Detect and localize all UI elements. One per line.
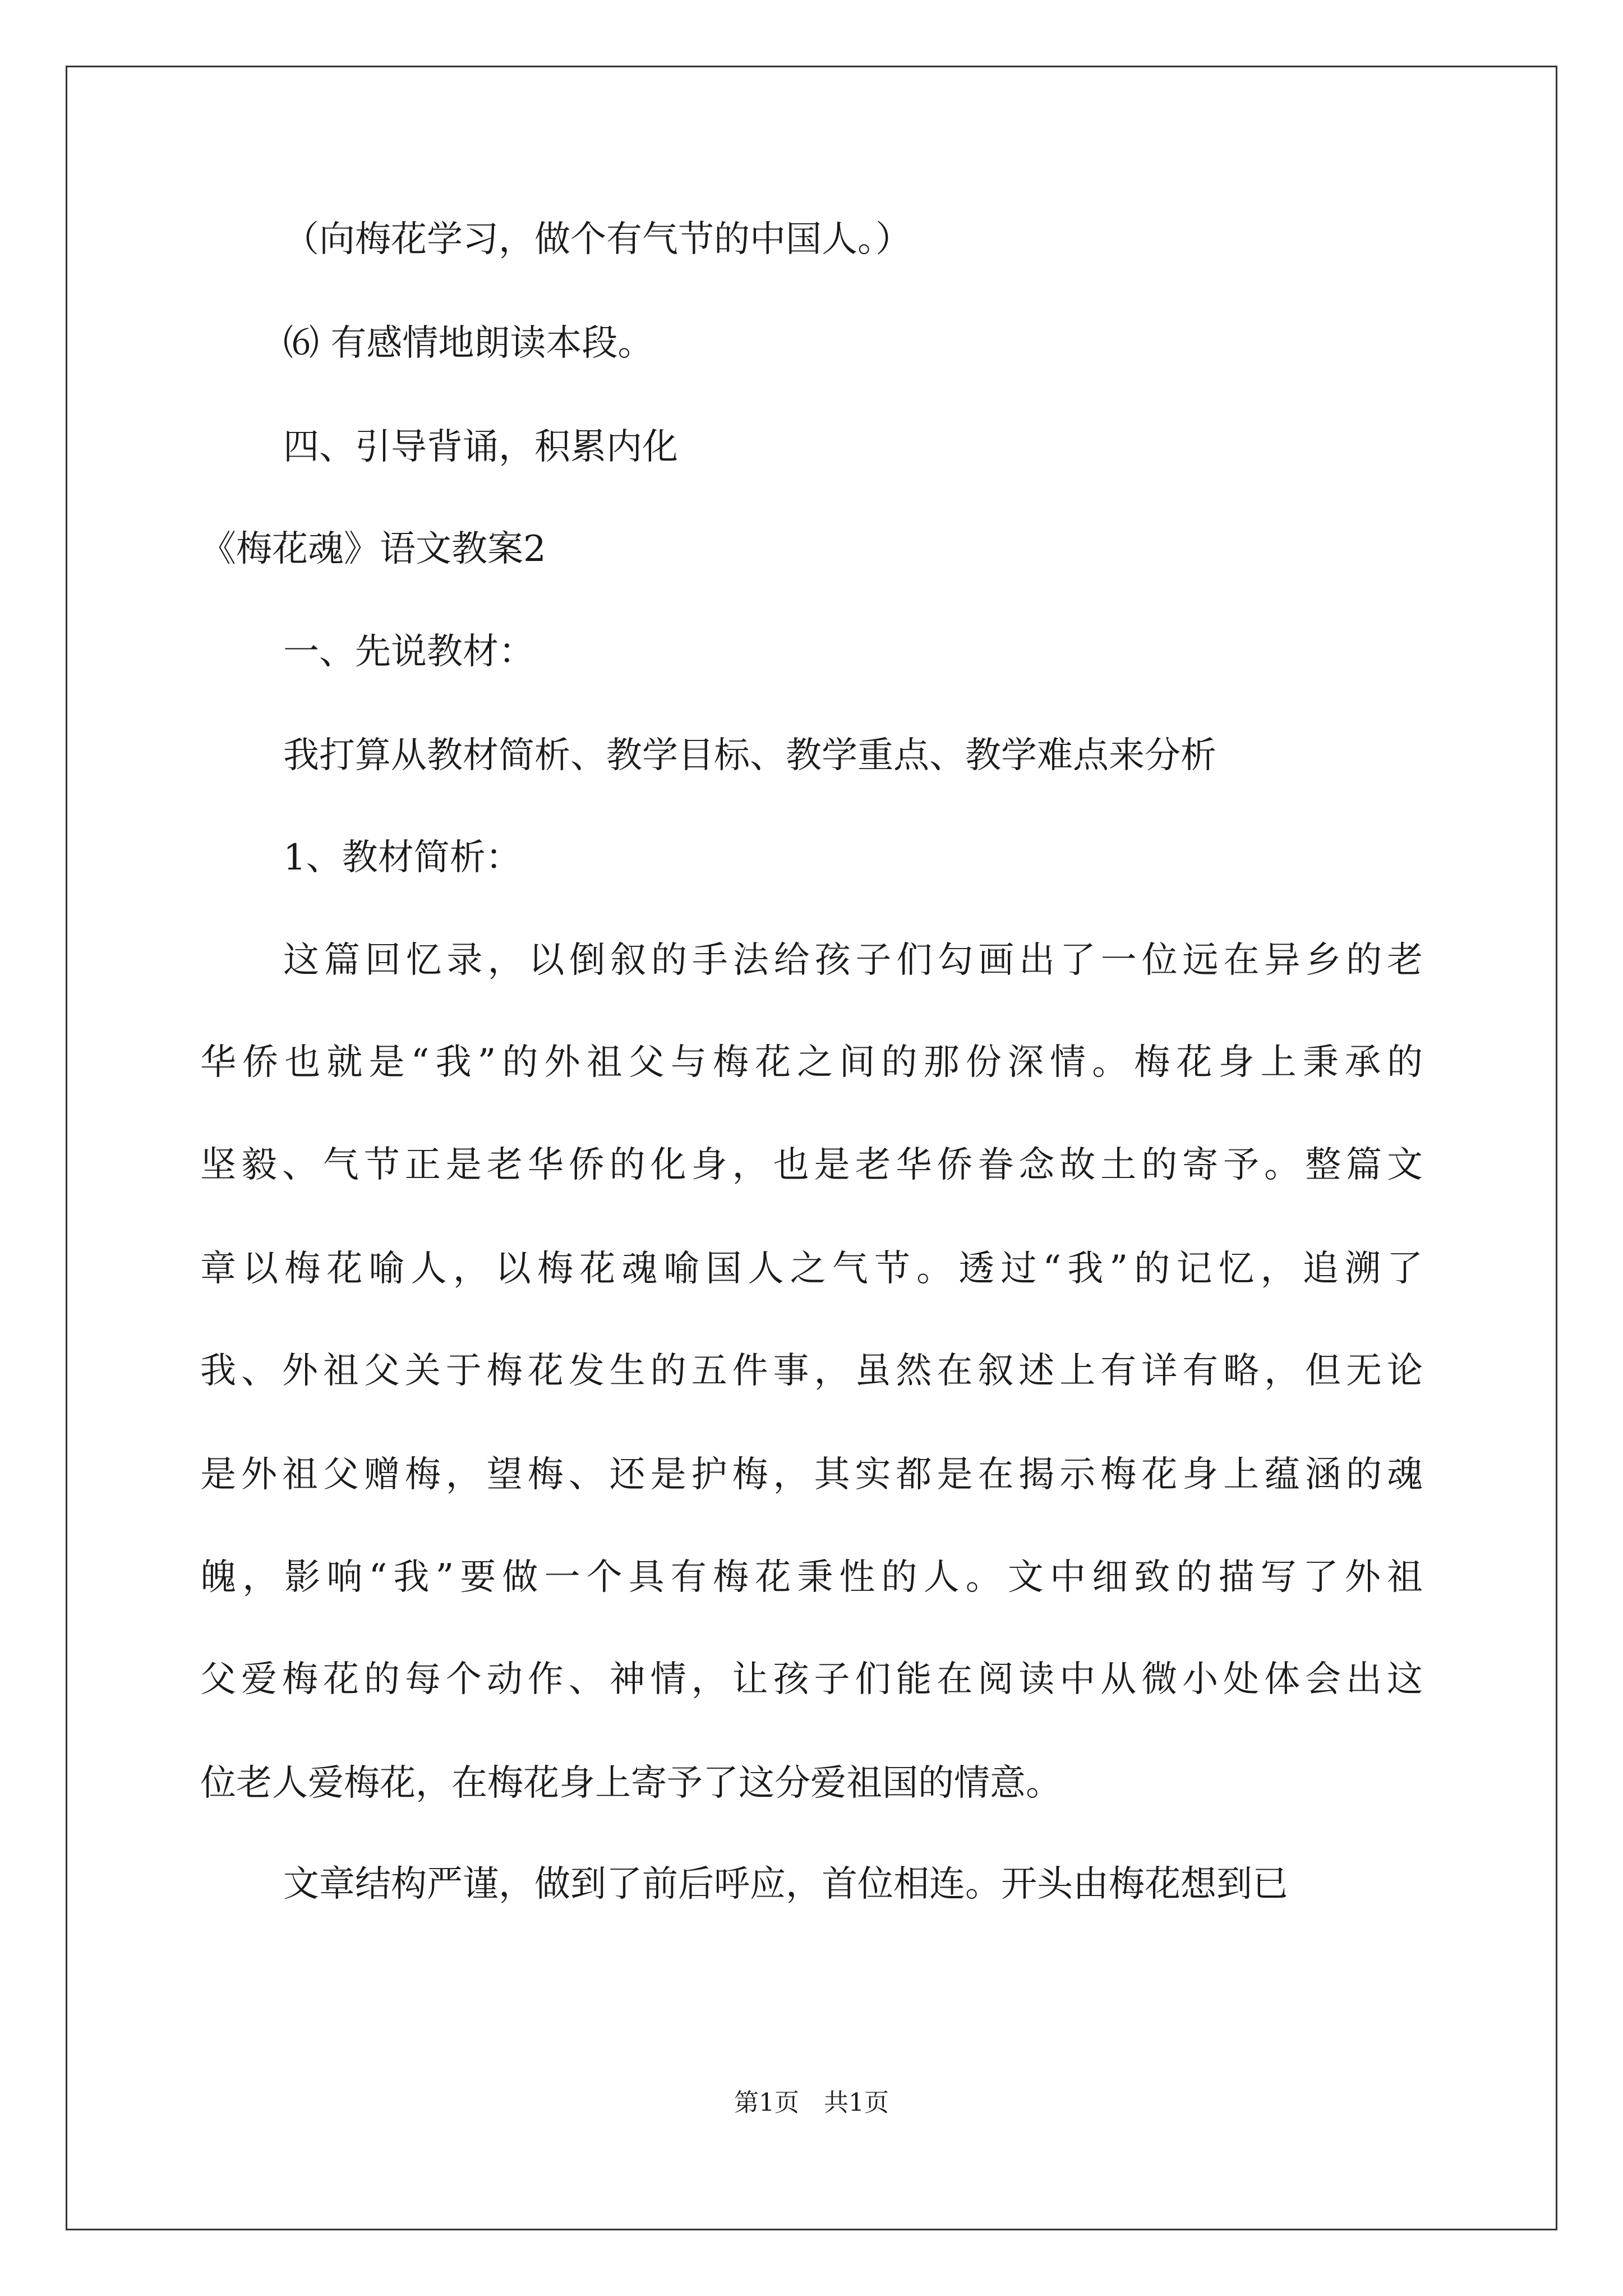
paragraph-line: 文章结构严谨，做到了前后呼应，首位相连。开头由梅花想到已 bbox=[283, 1864, 1288, 1905]
paragraph-line: 是外祖父赠梅，望梅、还是护梅，其实都是在揭示梅花身上蕴涵的魂 bbox=[200, 1454, 1423, 1496]
paragraph-line: 章以梅花喻人，以梅花魂喻国人之气节。透过“我”的记忆，追溯了 bbox=[200, 1248, 1423, 1290]
paragraph-line: 我打算从教材简析、教学目标、教学重点、教学难点来分析 bbox=[283, 735, 1216, 776]
paragraph-line: ⑹ 有感情地朗读本段。 bbox=[283, 323, 654, 364]
paragraph-line: 我、外祖父关于梅花发生的五件事，虽然在叙述上有详有略，但无论 bbox=[200, 1350, 1423, 1392]
paragraph-line: 这篇回忆录，以倒叙的手法给孩子们勾画出了一位远在异乡的老 bbox=[283, 940, 1423, 981]
paragraph-line: 魄，影响“我”要做一个具有梅花秉性的人。文中细致的描写了外祖 bbox=[200, 1557, 1423, 1598]
section-heading: 四、引导背诵，积累内化 bbox=[283, 426, 678, 468]
paragraph-line: 位老人爱梅花，在梅花身上寄予了这分爱祖国的情意。 bbox=[200, 1763, 1062, 1804]
paragraph-line: 坚毅、气节正是老华侨的化身，也是老华侨眷念故土的寄予。整篇文 bbox=[200, 1144, 1423, 1186]
document-title: 《梅花魂》语文教案2 bbox=[200, 528, 546, 570]
paragraph-line: 华侨也就是“我”的外祖父与梅花之间的那份深情。梅花身上秉承的 bbox=[200, 1042, 1423, 1083]
paragraph-line: 父爱梅花的每个动作、神情，让孩子们能在阅读中从微小处体会出这 bbox=[200, 1659, 1423, 1700]
subsection-heading: 1、教材简析： bbox=[283, 837, 522, 878]
paragraph-line: （向梅花学习，做个有气节的中国人。） bbox=[283, 219, 911, 260]
page-number-footer: 第1页 共1页 bbox=[734, 2088, 889, 2117]
section-heading: 一、先说教材： bbox=[283, 631, 534, 673]
